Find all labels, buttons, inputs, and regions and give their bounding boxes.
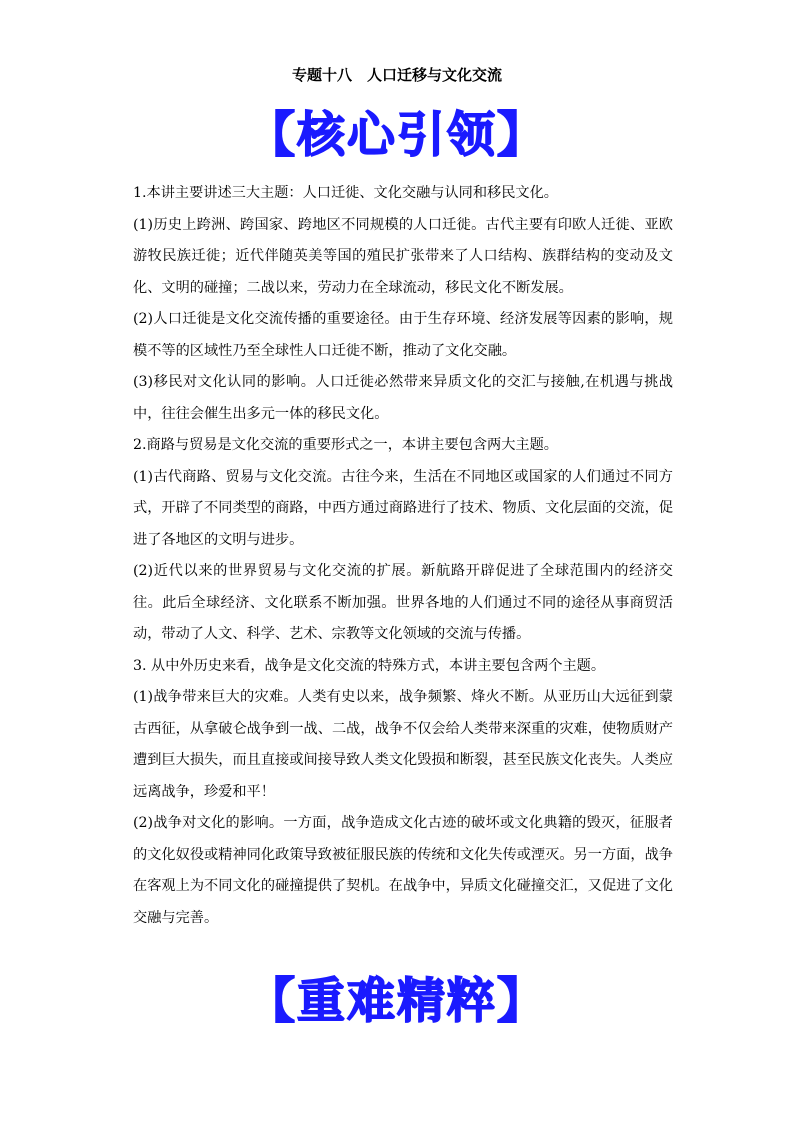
- paragraph: (2)人口迁徙是文化交流传播的重要途径。由于生存环境、经济发展等因素的影响，规模不等的区域性乃至全球性人口迁徙不断，推动了文化交融。: [133, 311, 673, 359]
- body-text: [133, 178, 673, 934]
- paragraph: (1)历史上跨洲、跨国家、跨地区不同规模的人口迁徙。古代主要有印欧人迁徙、亚欧游牧民族迁徙；近代伴随英美等国的殖民扩张带来了人口结构、族群结构的变动及文化、文明的碰撞；二战以来，劳动力在全球流动，移民文化不断发展。: [133, 216, 673, 296]
- paragraph: 2.商路与贸易是文化交流的重要形式之一，本讲主要包含两大主题。: [133, 437, 558, 453]
- paragraph: 3. 从中外历史来看，战争是文化交流的特殊方式，本讲主要包含两个主题。: [133, 657, 606, 674]
- paragraph: (2)战争对文化的影响。一方面，战争造成文化古迹的破坏或文化典籍的毁灭，征服者的文化奴役或精神同化政策导致被征服民族的传统和文化失传或湮灭。另一方面，战争在客观上为不同文化的碰撞提供了契机。在战争中，异质文化碰撞交汇，又促进了文化交融与完善。: [133, 815, 673, 926]
- paragraph: (1)古代商路、贸易与文化交流。古往今来，生活在不同地区或国家的人们通过不同方式，开辟了不同类型的商路，中西方通过商路进行了技术、物质、文化层面的交流，促进了各地区的文明与进步。: [133, 468, 673, 548]
- section-heading-key: 【重难精粹】: [246, 973, 547, 1029]
- page-title: 专题十八 人口迁移与文化交流: [291, 66, 502, 84]
- section-heading-core: 【核心引领】: [246, 107, 547, 163]
- paragraph: (2)近代以来的世界贸易与文化交流的扩展。新航路开辟促进了全球范围内的经济交往。此后全球经济、文化联系不断加强。世界各地的人们通过不同的途径从事商贸活动，带动了人文、科学、艺术、宗教等文化领域的交流与传播。: [133, 563, 673, 642]
- paragraph: (3)移民对文化认同的影响。人口迁徙必然带来异质文化的交汇与接触,在机遇与挑战中，往往会催生出多元一体的移民文化。: [133, 374, 673, 422]
- paragraph: 1.本讲主要讲述三大主题：人口迁徙、文化交融与认同和移民文化。: [133, 185, 558, 201]
- paragraph: (1)战争带来巨大的灾难。人类有史以来，战争频繁、烽火不断。从亚历山大远征到蒙古西征，从拿破仑战争到一战、二战，战争不仅会给人类带来深重的灾难，使物质财产遭到巨大损失，而且直接或间接导致人类文化毁损和断裂，甚至民族文化丧失。人类应远离战争，珍爱和平！: [133, 689, 673, 800]
